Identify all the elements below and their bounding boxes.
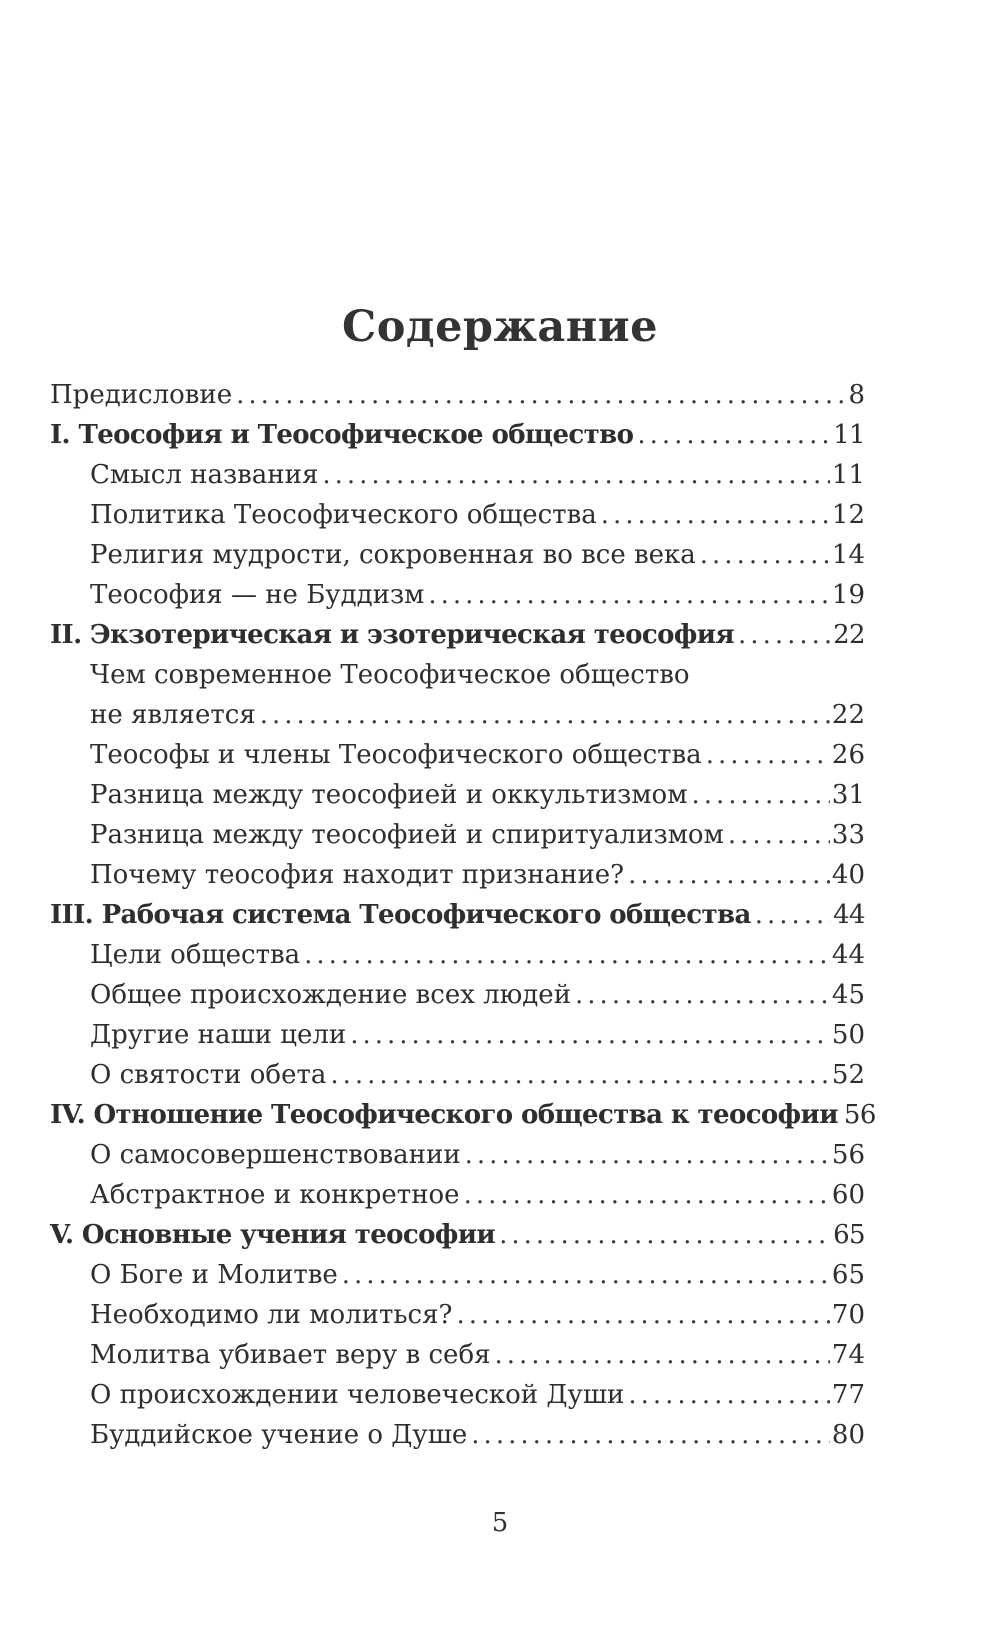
toc-entry-title: Теософы и члены Теософического общества xyxy=(90,735,706,775)
toc-entry-page: 45 xyxy=(831,980,865,1010)
toc-entry-title: I. Теософия и Теософическое общество xyxy=(50,415,637,455)
toc-entry-title: Другие наши цели xyxy=(90,1015,350,1055)
toc-section[interactable] xyxy=(50,855,865,895)
dot-leader xyxy=(499,1215,831,1255)
toc-chapter-3[interactable] xyxy=(50,895,865,935)
toc-section[interactable] xyxy=(50,495,865,535)
toc-entry-title-line1: Чем современное Теософическое общество xyxy=(90,660,690,690)
toc-entry-title: Предисловие xyxy=(50,375,236,415)
toc-entry-title: Разница между теософией и спиритуализмом xyxy=(90,815,728,855)
toc-entry-page: 22 xyxy=(833,620,865,650)
toc-entry-title: Религия мудрости, сокровенная во все века xyxy=(90,535,700,575)
dot-leader xyxy=(755,895,831,935)
dot-leader xyxy=(738,615,831,655)
toc-chapter-5[interactable] xyxy=(50,1215,865,1255)
toc-entry-page: 44 xyxy=(833,900,865,930)
toc-entry-title: О самосовершенствовании xyxy=(90,1135,465,1175)
toc-entry-title: Теософия — не Буддизм xyxy=(90,575,428,615)
toc-section[interactable] xyxy=(50,935,865,975)
toc-entry-page: 70 xyxy=(831,1300,865,1330)
dot-leader xyxy=(236,375,846,415)
toc-entry-page: 8 xyxy=(848,380,865,410)
dot-leader xyxy=(691,775,829,815)
dot-leader xyxy=(456,1295,829,1335)
toc-entry-page: 74 xyxy=(831,1340,865,1370)
toc-section[interactable] xyxy=(50,455,865,495)
toc-entry-page: 14 xyxy=(831,540,865,570)
toc-entry-preface[interactable] xyxy=(50,375,865,415)
toc-entry-title: Смысл названия xyxy=(90,455,322,495)
toc-section[interactable] xyxy=(50,1135,865,1175)
toc-entry-page: 56 xyxy=(843,1100,876,1130)
toc-entry-title: II. Экзотерическая и эзотерическая теософия xyxy=(50,615,738,655)
dot-leader xyxy=(628,855,830,895)
dot-leader xyxy=(700,535,830,575)
toc-entry-title: О святости обета xyxy=(90,1055,330,1095)
toc-section[interactable] xyxy=(50,775,865,815)
dot-leader xyxy=(637,415,831,455)
toc-entry-title: не является xyxy=(90,695,260,735)
toc-entry-page: 26 xyxy=(831,740,865,770)
dot-leader xyxy=(575,975,830,1015)
page-number: 5 xyxy=(491,1508,509,1538)
toc-entry-title: О происхождении человеческой Души xyxy=(90,1375,628,1415)
toc-entry-page: 11 xyxy=(833,420,865,450)
dot-leader xyxy=(471,1415,830,1455)
dot-leader xyxy=(465,1135,830,1175)
toc-entry-page: 12 xyxy=(831,500,865,530)
toc-entry-title: Разница между теософией и оккультизмом xyxy=(90,775,691,815)
toc-entry-page: 40 xyxy=(831,860,865,890)
toc-section[interactable] xyxy=(50,535,865,575)
toc-entry-title: III. Рабочая система Теософического общества xyxy=(50,895,755,935)
page-title: Содержание xyxy=(342,302,658,352)
toc-section[interactable] xyxy=(50,1415,865,1455)
toc-entry-page: 31 xyxy=(831,780,865,810)
dot-leader xyxy=(464,1175,830,1215)
dot-leader xyxy=(628,1375,830,1415)
toc-chapter-1[interactable] xyxy=(50,415,865,455)
toc-entry-title: Буддийское учение о Душе xyxy=(90,1415,471,1455)
toc-entry-page: 60 xyxy=(831,1180,865,1210)
toc-section[interactable] xyxy=(50,735,865,775)
dot-leader xyxy=(706,735,830,775)
toc-entry-page: 52 xyxy=(831,1060,865,1090)
toc-section[interactable] xyxy=(50,1055,865,1095)
dot-leader xyxy=(260,695,830,735)
toc-entry-page: 65 xyxy=(833,1220,865,1250)
dot-leader xyxy=(495,1335,830,1375)
toc-entry-page: 65 xyxy=(831,1260,865,1290)
toc-entry-title: Политика Теософического общества xyxy=(90,495,601,535)
toc-entry-page: 44 xyxy=(831,940,865,970)
toc-entry-page: 11 xyxy=(831,460,865,490)
toc-section[interactable] xyxy=(50,1335,865,1375)
toc-section[interactable] xyxy=(50,1375,865,1415)
toc-entry-title: IV. Отношение Теософического общества к теософии xyxy=(50,1095,842,1135)
toc-entry-page: 80 xyxy=(831,1420,865,1450)
toc-section[interactable] xyxy=(50,1175,865,1215)
toc-chapter-2[interactable] xyxy=(50,615,865,655)
dot-leader xyxy=(728,815,830,855)
toc-entry-title: V. Основные учения теософии xyxy=(50,1215,499,1255)
toc-entry-title: Молитва убивает веру в себя xyxy=(90,1335,495,1375)
dot-leader xyxy=(350,1015,830,1055)
table-of-contents xyxy=(50,375,876,1455)
toc-section[interactable] xyxy=(50,975,865,1015)
toc-entry-page: 22 xyxy=(831,700,865,730)
toc-entry-page: 56 xyxy=(831,1140,865,1170)
dot-leader xyxy=(428,575,830,615)
dot-leader xyxy=(342,1255,830,1295)
toc-section[interactable] xyxy=(50,575,865,615)
toc-entry-title: Цели общества xyxy=(90,935,304,975)
toc-entry-page: 19 xyxy=(831,580,865,610)
toc-section[interactable] xyxy=(50,655,865,735)
toc-entry-page: 77 xyxy=(831,1380,865,1410)
toc-section[interactable] xyxy=(50,815,865,855)
toc-entry-page: 33 xyxy=(831,820,865,850)
toc-section[interactable] xyxy=(50,1255,865,1295)
toc-entry-title: Почему теософия находит признание? xyxy=(90,855,628,895)
dot-leader xyxy=(322,455,830,495)
dot-leader xyxy=(601,495,830,535)
dot-leader xyxy=(304,935,830,975)
toc-section[interactable] xyxy=(50,1015,865,1055)
dot-leader xyxy=(330,1055,830,1095)
toc-chapter-4[interactable] xyxy=(50,1095,876,1135)
toc-entry-title: Абстрактное и конкретное xyxy=(90,1175,464,1215)
toc-entry-title: О Боге и Молитве xyxy=(90,1255,342,1295)
toc-entry-title: Общее происхождение всех людей xyxy=(90,975,575,1015)
toc-entry-title: Необходимо ли молиться? xyxy=(90,1295,456,1335)
toc-section[interactable] xyxy=(50,1295,865,1335)
toc-entry-page: 50 xyxy=(831,1020,865,1050)
